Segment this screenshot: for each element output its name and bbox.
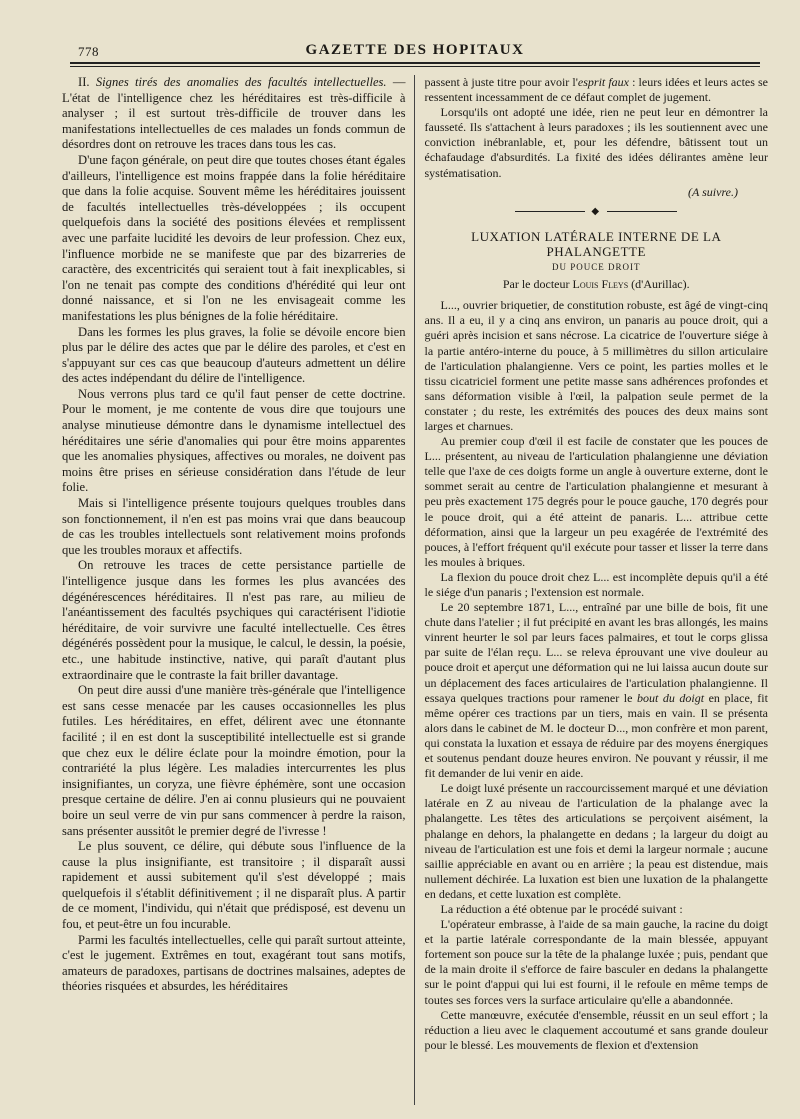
paragraph: D'une façon générale, on peut dire que toutes choses étant égales d'ailleurs, l'intelligence est moins frappée dans la folie héréditaire que dans la folie acquise. Souvent même les héréditaires jouissent de facultés intellectuelles très-développées ; ils occupent quelquefois dans la société des positions élevées et remplissent avec une parfaite lucidité les devoirs de leur profession. Chez eux, l'influence morbide ne se manifeste que par des bizarreries de caractère, des excentricités qui seraient tout à fait inexplicables, si l'on ne tenait pas compte des conditions d'hérédité qui leur ont donné naissance, et si l'on ne les envisageait comme les manifestations les plus bénignes de la folie héréditaire. bbox=[62, 152, 406, 323]
paragraph: Lorsqu'ils ont adopté une idée, rien ne peut leur en démontrer la fausseté. Ils s'attachent à leurs paradoxes ; ils les soutiennent avec une conviction inébranlable, et, pour les défendre, bâtissent tout un échafaudage d'absurdités. La fixité des idées délirantes amène leur systématisation. bbox=[424, 105, 768, 180]
section-divider-ornament: ◆ bbox=[425, 204, 769, 219]
paragraph: Nous verrons plus tard ce qu'il faut penser de cette doctrine. Pour le moment, je me contente de vous dire que toujours une analyse minutieuse démontre dans le dynamisme intellectuel des héréditaires une série d'anomalies qui pour être moins apparentes que les anomalies physiques, affectives ou morales, ne doivent pas moins être prises en sérieuse considération dans l'étude de leur folie. bbox=[62, 386, 406, 495]
section-paragraph: II. Signes tirés des anomalies des facultés intellectuelles. — L'état de l'intelligence chez les héréditaires est très-difficile à analyser ; il est surtout très-difficile de trouver dans les manifestations intellectuelles de ces malades un fonds commun de désordres dont on retrouve les traces dans tous les cas. bbox=[62, 75, 406, 152]
article-title: LUXATION LATÉRALE INTERNE DE LA PHALANGETTE bbox=[471, 228, 722, 259]
right-column bbox=[414, 75, 769, 1105]
section-label: II. bbox=[78, 75, 90, 89]
paragraph: L..., ouvrier briquetier, de constitution robuste, est âgé de vingt-cinq ans. Il a eu, il y a cinq ans environ, un panaris au pouce droit, qui a guéri après incision et sans nécrose. La cicatrice de l'ouverture siége à la partie antéro-interne du pouce, à 5 millimètres du sillon articulaire de l'articulation phalangienne. Vers ce point, les parties molles et le tissu cicatriciel forment une petite masse sans adhérences profondes et sans déformation visible à l'œil, la palpation seule permet de la constater ; du reste, les extrémités des pouces des deux mains sont larges et charnues. bbox=[424, 298, 768, 433]
author-name: Louis Fleys bbox=[572, 277, 629, 292]
paragraph: La réduction a été obtenue par le procédé suivant : bbox=[440, 901, 683, 916]
section-title: Signes tirés des anomalies des facultés intellectuelles. bbox=[95, 75, 387, 89]
article-columns bbox=[62, 75, 768, 1105]
paragraph: Mais si l'intelligence présente toujours quelques troubles dans son fonctionnement, il n'en est pas moins vrai que dans beaucoup de cas les troubles intellectuels sont relativement moins profonds que les troubles moraux et affectifs. bbox=[62, 496, 406, 557]
page-number: 778 bbox=[78, 44, 99, 59]
to-be-continued: (A suivre.) bbox=[688, 184, 738, 199]
article-author: Par le docteur Louis Fleys (d'Aurillac). bbox=[502, 277, 690, 292]
paragraph: L'opérateur embrasse, à l'aide de sa main gauche, la racine du doigt et la partie latérale correspondante de la main blessée, appuyant fortement son pouce sur la tête de la phalange luxée ; puis, pendant que de la main droite il s'efforce de faire basculer en dedans la phalangette sur le point d'appui qui lui est fourni, il le refoule en même temps de toutes ses forces vers la surface articulaire qu'elle a abandonnée. bbox=[424, 917, 768, 1007]
paragraph: Le plus souvent, ce délire, qui débute sous l'influence de la cause la plus insignifiante, est transitoire ; il disparaît aussi rapidement et aussi subitement qu'il s'est développé ; mais quelquefois il s'établit définitivement ; il ne disparaît plus. A partir de ce moment, l'individu, qui n'était que prédisposé, est devenu un fou, et peut-être un fou incurable. bbox=[62, 839, 406, 932]
page-header bbox=[62, 38, 768, 60]
paragraph: Dans les formes les plus graves, la folie se dévoile encore bien plus par le délire des actes que par le délire des paroles, et c'est en s'appuyant sur ces cas que beaucoup d'auteurs admettent un délire des actes indépendant du délire de l'intelligence. bbox=[62, 324, 406, 386]
header-rule bbox=[70, 62, 760, 67]
paragraph: Cette manœuvre, exécutée d'ensemble, réussit en un seul effort ; la réduction a lieu avec le claquement accoutumé et sans grande douleur pour le blessé. Les mouvements de flexion et d'extension bbox=[424, 1007, 768, 1052]
paragraph: La flexion du pouce droit chez L... est incomplète depuis qu'il a été le siége d'un panaris ; l'extension est normale. bbox=[424, 569, 768, 599]
paragraph: Le 20 septembre 1871, L..., entraîné par une bille de bois, fit une chute dans l'atelier ; il fut précipité en avant les bras allongés, les mains vinrent heurter le sol par leurs faces palmaires, et tout le corps glissa par suite de l'élan reçu. L... se releva éprouvant une vive douleur au pouce droit et aperçut une déformation qui ne lui laissa aucun doute sur un déplacement des faces articulaires de l'articulation phalangienne. Il essaya quelques tractions pour ramener le bout du doigt en place, fit même opérer ces tractions par un tiers, mais en vain. Il se présenta alors dans le cabinet de M. le docteur D..., mon confrère et mon parent, qui constata la luxation et essaya de réduire par des moyens énergiques et soutenus pendant douze heures environ. Ne pouvant y réussir, il me fit demander de lui venir en aide. bbox=[424, 600, 768, 781]
paragraph: Parmi les facultés intellectuelles, celle qui paraît surtout atteinte, c'est le jugement. Extrêmes en tout, exagérant tout sans motifs, amateurs de paradoxes, partisans de doctrines malsaines, adeptes de théories risquées et absurdes, les héréditaires bbox=[62, 932, 406, 994]
italic-phrase: esprit faux bbox=[577, 75, 630, 89]
journal-title: GAZETTE DES HOPITAUX bbox=[305, 42, 525, 58]
continued-paragraph: passent à juste titre pour avoir l'esprit faux : leurs idées et leurs actes se ressentent incessamment de ce défaut complet de jugement. bbox=[424, 75, 768, 105]
article-subtitle: DU POUCE DROIT bbox=[551, 262, 641, 273]
paragraph: Au premier coup d'œil il est facile de constater que les pouces de L... présentent, au niveau de l'articulation phalangienne une déviation telle que l'axe de ces doigts forme un angle à ouverture externe, dont le sommet serait au centre de l'articulation phalangienne et mesurant à peu près exactement 175 degrés pour le pouce gauche, 170 degrés pour le pouce droit, qui a été atteint de panaris. L... attribue cette déformation, ainsi que la largeur un peu exagérée de l'extrémité des pouces, à l'effort fréquent qu'il exécute pour tasser et lisser la terre dans les moules à briques. bbox=[424, 434, 768, 569]
italic-phrase: bout du doigt bbox=[636, 690, 705, 705]
paragraph: On retrouve les traces de cette persistance partielle de l'intelligence jusque dans les formes les plus avancées des dégénérescences héréditaires. Il n'est pas rare, au milieu de l'anéantissement des facultés psychiques qui caractérisent l'idiotie héréditaire, de voir survivre une faculté intellectuelle. Ces êtres dégénérés possèdent pour la musique, le calcul, le dessin, la poésie, etc., une habitude instinctive, native, qui paraît d'autant plus extraordinaire que le contraste la fait briller davantage. bbox=[62, 558, 406, 682]
paragraph: On peut dire aussi d'une manière très-générale que l'intelligence est sans cesse menacée par les causes occasionnelles les plus futiles. Les héréditaires, en effet, délirent avec une étonnante facilité ; il en est dont la susceptibilité intellectuelle est si grande que chez eux le délire éclate pour la moindre émotion, pour la contrariété la plus légère. Les maladies intercurrentes les plus insignifiantes, un coryza, une fièvre éphémère, sont une occasion presque certaine de délire. J'en ai connu plusieurs qui ne pouvaient boire un seul verre de vin pur sans commencer à perdre la raison, sans présenter aussitôt le premier degré de l'ivresse ! bbox=[62, 683, 406, 838]
paragraph: Le doigt luxé présente un raccourcissement marqué et une déviation latérale en Z au niveau de l'articulation de la phalange avec la phalangette. Les têtes des articulations se perçoivent aisément, la phalange en dehors, la phalangette en dedans ; la largeur du doigt au niveau de l'articulation est une fois et demi la largeur normale ; aucune saillie appréciable en avant ou en arrière ; la peau est distendue, mais nullement déchirée. La luxation est bien une luxation de la phalangette en dedans, et cette luxation est complète. bbox=[424, 781, 768, 901]
left-column bbox=[62, 75, 414, 1105]
